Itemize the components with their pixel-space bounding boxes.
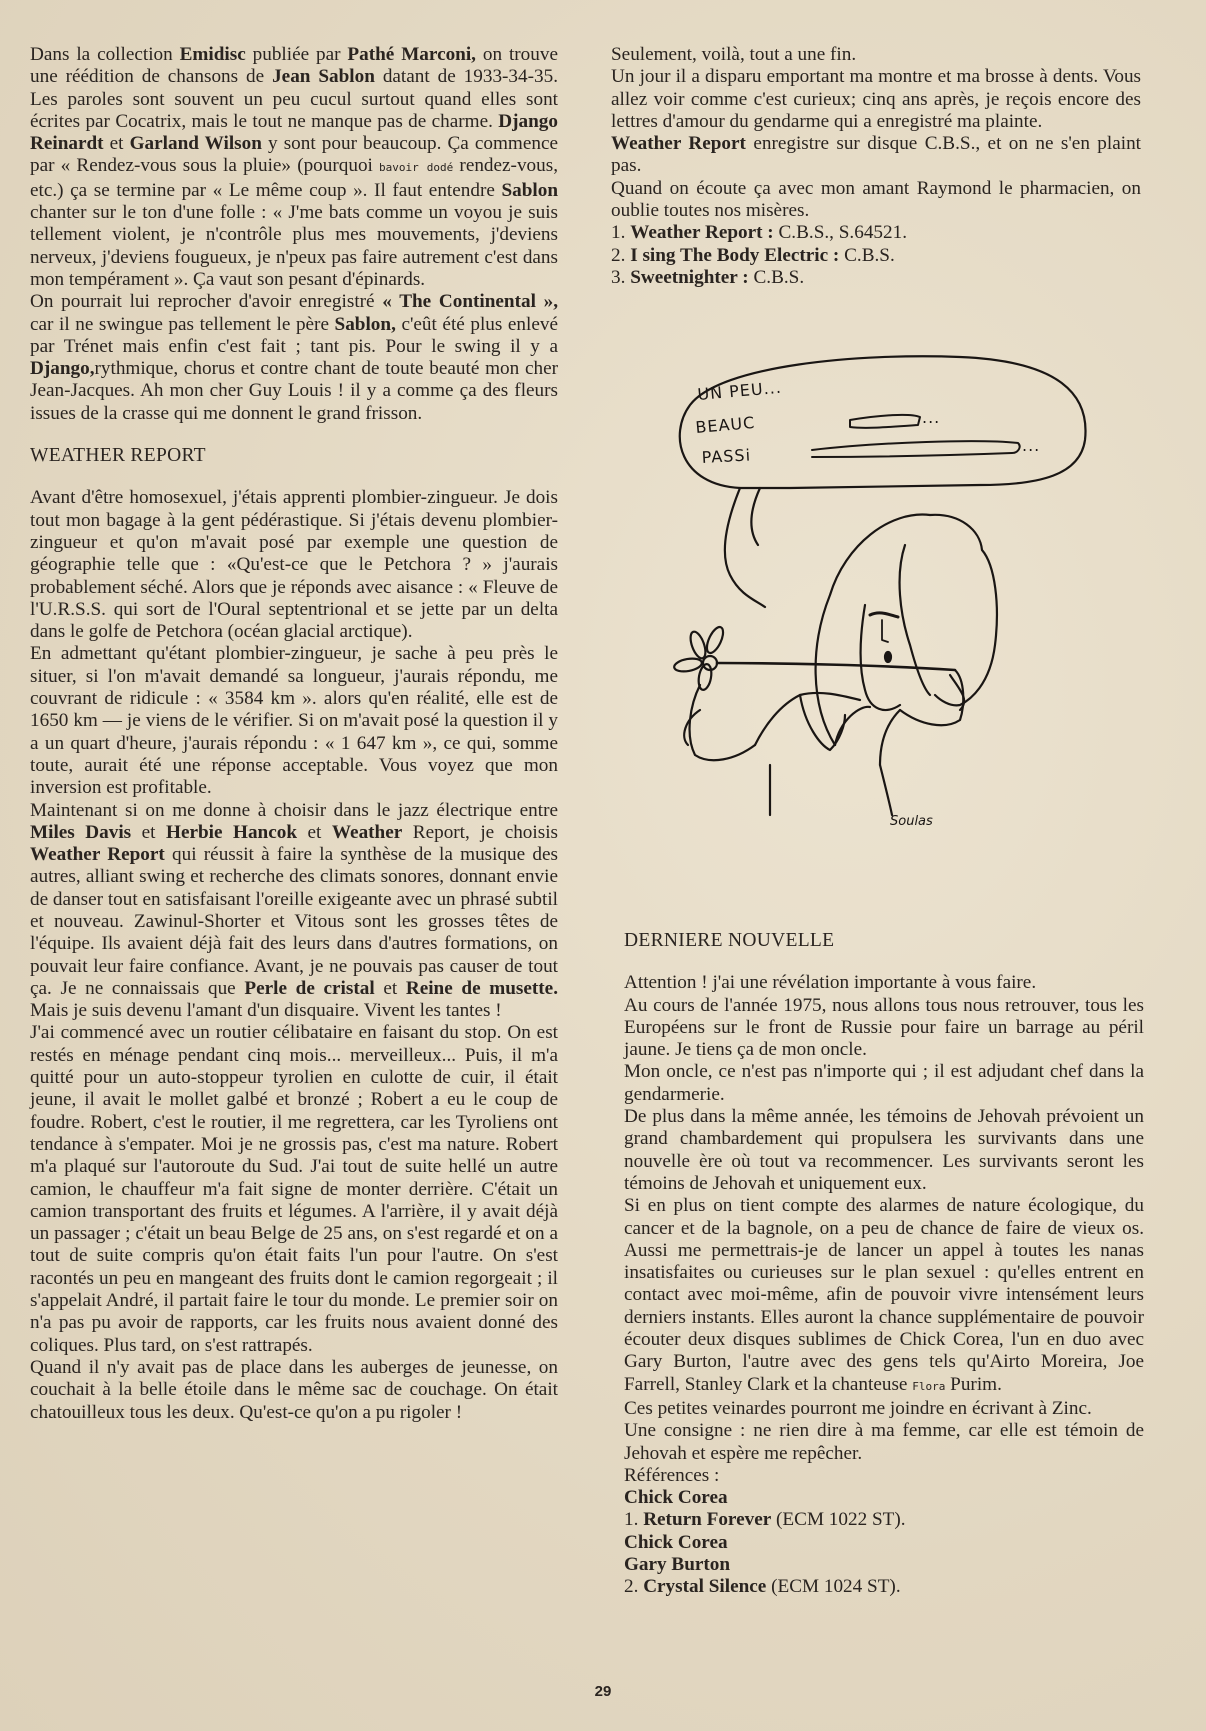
bold-garland-wilson: Garland Wilson xyxy=(129,133,262,155)
page-number: 29 xyxy=(594,1683,612,1700)
bubble-dots: ... xyxy=(922,408,941,427)
woman-left-arm xyxy=(690,685,755,760)
label-ref: C.B.S. xyxy=(748,266,805,288)
bold-django: Django, xyxy=(30,358,95,380)
paragraph: J'ai commencé avec un routier célibataire en faisant du stop. On est restés en ménage pendant cinq mois... merveilleux... Puis, il m'a quitté pour un auto-stoppeur tyrolien en culotte de cuir, il était jeune, il avait le mollet galbé et bronzé ; Robert a eu le coup de foudre. Robert, c'est le routier, il me regrettera, car les Tyroliens ont tendance à s'empater. Moi je ne grossis pas, c'est ma nature. Robert m'a plaqué sur l'autoroute du Sud. J'ai tout de suite hellé un autre camion, le chauffeur m'a fait signe de monter derrière. C'était un camion transportant des fruits et légumes. A l'arrière, il y avait déjà un passager ; c'était un beau Belge de 25 ans, on s'est regardé et on a tout de suite compris qu'on était faits l'un pour l'autre. On s'est racontés un peu en mangeant des fruits dont le camion regorgeait ; il s'appelait André, il partait faire le tour du monde. Le premier soir on n'a pas pu avoir de rapports, car les fruits nous avaient donné des coliques. Plus tard, on s'est rattrapés. xyxy=(30,1022,558,1356)
bold-django-reinardt: Django Reinardt xyxy=(30,110,558,155)
text: publiée par xyxy=(245,44,348,65)
flower-icon xyxy=(673,625,726,691)
paragraph: Mon oncle, ce n'est pas n'importe qui ; il est adjudant chef dans la gendarmerie. xyxy=(624,1061,1144,1105)
reference-artist xyxy=(624,1532,1144,1554)
bold-pathe-marconi: Pathé Marconi, xyxy=(347,44,476,65)
album-title: I sing The Body Electric : xyxy=(630,244,840,266)
reference-artist xyxy=(624,1554,1144,1576)
paragraph-continental xyxy=(30,291,558,425)
bold-the-continental: « The Continental », xyxy=(382,291,558,313)
bubble-line-3: PASSi xyxy=(701,445,752,467)
discography-item xyxy=(611,222,1141,244)
left-column xyxy=(30,44,558,1424)
section-heading-derniere-nouvelle: DERNIERE NOUVELLE xyxy=(624,930,835,951)
text: et xyxy=(297,821,332,843)
catalog-ref: (ECM 1022 ST). xyxy=(771,1509,906,1531)
paragraph-chick-corea xyxy=(624,1195,1144,1398)
right-column-top xyxy=(611,44,1141,289)
text: chanter sur le ton d'une folle : « J'me bats comme un voyou je suis tellement violent, je n'contrôle plus mes mouvements, j'deviens nerveux, j'deviens fougueux, je n'peux pas faire autrement c'est dans mon tempérament ». Ça vaut son pesant d'épinards. xyxy=(30,202,558,290)
woman-right-arm xyxy=(900,670,963,725)
bold-sablon: Sablon, xyxy=(334,313,396,335)
speech-bubble-tail xyxy=(725,488,765,607)
cartoon-drawing xyxy=(660,345,1120,885)
text: Mais je suis devenu l'amant d'un disquaire. Vivent les tantes ! xyxy=(30,1000,502,1022)
text: qui réussit à faire la synthèse de la musique des autres, alliant swing et recherche des climats sonores, donnant envie de danser tout en satisfaisant l'oreille exigeante avec un phrasé subtil et nouveau. Zawinul-Shorter et Vitous sont les grosses têtes de l'équipe. Ils avaient déjà fait des leurs dans d'autres formations, on pouvait leur faire confiance. Avant, je ne pouvais pas causer de tout ça. Je ne connaissais que xyxy=(30,844,558,999)
paragraph: Quand on écoute ça avec mon amant Raymond le pharmacien, on oublie toutes nos misères. xyxy=(611,177,1141,222)
discography-item xyxy=(611,267,1141,289)
text: datant de 1933-34-35. Les paroles sont souvent un peu cucul surtout quand elles sont écrites par Cocatrix, mais le tout ne manque pas de charme. xyxy=(30,66,558,132)
flower-stem xyxy=(717,663,955,670)
paragraph-emidisc xyxy=(30,44,558,291)
artist-signature: Soulas xyxy=(890,814,933,829)
paragraph-cbs xyxy=(611,133,1141,178)
paragraph: Un jour il a disparu emportant ma montre et ma brosse à dents. Vous allez voir comme c'est curieux; cinq ans après, je reçois encore des lettres d'amour du gendarme qui a enregistré ma plainte. xyxy=(611,66,1141,132)
paragraph: Quand il n'y avait pas de place dans les auberges de jeunesse, on couchait à la belle étoile dans le même sac de couchage. On était chatouilleux tous les deux. Qu'est-ce qu'on a pu rigoler ! xyxy=(30,1356,558,1423)
text: et xyxy=(374,977,406,999)
references-list xyxy=(624,1465,1144,1599)
bold-perle-de-cristal: Perle de cristal xyxy=(244,977,375,999)
item-number: 1. xyxy=(611,222,626,244)
item-number: 2. xyxy=(624,1576,639,1598)
reference-artist xyxy=(624,1487,1144,1509)
paragraph-jazz-electrique xyxy=(30,800,558,1023)
album-title: Weather Report : xyxy=(630,222,774,244)
artist-name: Chick Corea xyxy=(624,1531,728,1553)
bold-weather-report: Weather Report xyxy=(30,844,165,866)
text: On pourrait lui reprocher d'avoir enregistré xyxy=(30,291,383,313)
bold-herbie-hancok: Herbie Hancok xyxy=(166,821,298,843)
text: Maintenant si on me donne à choisir dans le jazz électrique entre xyxy=(30,799,558,821)
paragraph: Au cours de l'année 1975, nous allons tous nous retrouver, tous les Européens sur le front de Russie pour faire un barrage au péril jaune. Je tiens ça de mon oncle. xyxy=(624,994,1144,1061)
bold-weather-report: Weather Report xyxy=(611,133,746,155)
item-number: 1. xyxy=(624,1509,639,1531)
label-ref: C.B.S. xyxy=(839,244,895,266)
right-column-bottom xyxy=(624,930,1144,1599)
paragraph: De plus dans la même année, les témoins de Jehovah prévoient un grand chambardement qui propulsera les survivants dans une nouvelle ère où tout va recommencer. Les survivants seront les témoins de Jehovah et uniquement eux. xyxy=(624,1106,1144,1194)
cartoon-illustration xyxy=(660,345,1120,885)
typed-insert: bavoir dodé xyxy=(379,161,454,175)
album-title: Sweetnighter : xyxy=(630,266,749,288)
reference-item xyxy=(624,1509,1144,1531)
text: y sont pour beaucoup. Ça commence par « Rendez-vous sous la pluie» (pourquoi xyxy=(30,133,558,177)
item-number: 3. xyxy=(611,266,626,288)
bubble-dots: ... xyxy=(1022,436,1041,455)
item-number: 2. xyxy=(611,244,626,266)
text: enregistre sur disque C.B.S., et on ne s'en plaint pas. xyxy=(611,133,1142,177)
bubble-line-2: BEAUC xyxy=(694,412,757,437)
bold-emidisc: Emidisc xyxy=(179,44,246,65)
text: et xyxy=(103,133,130,155)
paragraph: Ces petites veinardes pourront me joindre en écrivant à Zinc. xyxy=(624,1397,1092,1419)
bold-sablon: Sablon xyxy=(501,179,558,201)
paragraph: Attention ! j'ai une révélation importante à vous faire. xyxy=(624,972,1037,994)
paragraph: Une consigne : ne rien dire à ma femme, car elle est témoin de Jehovah et espère me repêcher. xyxy=(624,1420,1144,1464)
discography-item xyxy=(611,245,1141,267)
reference-item xyxy=(624,1576,1144,1598)
text: on trouve une réédition de chansons de xyxy=(30,44,558,88)
bold-reine-de-musette: Reine de musette. xyxy=(405,977,558,999)
references-label: Références : xyxy=(624,1464,720,1486)
bold-weather: Weather xyxy=(331,821,403,843)
text: et xyxy=(131,821,167,843)
text: Purim. xyxy=(945,1373,1002,1395)
catalog-ref: (ECM 1024 ST). xyxy=(766,1576,901,1598)
text: rythmique, chorus et contre chant de toute beauté mon cher Jean-Jacques. Ah mon cher Guy Louis ! il y a comme ça des fleurs issues de la crasse qui me donnent le grand frisson. xyxy=(30,358,558,424)
discography-list xyxy=(611,222,1141,289)
album-title: Return Forever xyxy=(643,1509,772,1531)
text: Dans la collection xyxy=(30,44,180,65)
text: rendez-vous, etc.) ça se termine par « Le même coup ». Il faut entendre xyxy=(30,155,558,201)
paragraph: En admettant qu'étant plombier-zingueur, je sache à peu près le situer, si l'on m'avait demandé sa longueur, j'aurais répondu, me couvrant de ridicule : « 3584 km ». alors qu'en réalité, elle est de 1650 km — je viens de le vérifier. Si on m'avait posé la question il y a un quart d'heure, j'aurais répondu : « 1 647 km », ce qui, somme toute, aurait été une réponse acceptable. Vous voyez que mon inversion est profitable. xyxy=(30,643,558,799)
album-title: Crystal Silence xyxy=(643,1576,767,1598)
section-heading-weather-report: WEATHER REPORT xyxy=(30,445,206,467)
woman-face xyxy=(860,605,900,710)
typed-insert: Flora xyxy=(912,1379,946,1393)
text: Si en plus on tient compte des alarmes de nature écologique, du cancer et de la bagnole, on a peu de chance de faire de vieux os. Aussi me permettrais-je de lancer un appel à toutes les nanas insatisfaites ou curieuses sur le plan sexuel : qu'elles entrent en contact avec moi-même, afin de pouvoir vivre intensément leurs derniers instants. Elles auront la chance supplémentaire de pouvoir écouter deux disques sublimes de Chick Corea, l'un en duo avec Gary Burton, l'autre avec des gens tels qu'Airto Moreira, Joe Farrell, Stanley Clark et la chanteuse xyxy=(624,1195,1144,1395)
artist-name: Gary Burton xyxy=(624,1554,731,1576)
bold-miles-davis: Miles Davis xyxy=(30,821,132,843)
label-ref: C.B.S., S.64521. xyxy=(773,222,907,244)
bubble-line-1: UN PEU... xyxy=(696,377,783,404)
text: Report, je choisis xyxy=(402,821,558,843)
paragraph: Seulement, voilà, tout a une fin. xyxy=(611,44,857,65)
bold-jean-sablon: Jean Sablon xyxy=(272,66,375,88)
text: car il ne swingue pas tellement le père xyxy=(30,313,335,335)
woman-mouth xyxy=(885,652,891,662)
text: c'eût été plus enlevé par Trénet mais enfin c'est fait ; tant pis. Pour le swing il y a xyxy=(30,313,558,357)
artist-name: Chick Corea xyxy=(624,1487,728,1509)
paragraph: Avant d'être homosexuel, j'étais apprenti plombier-zingueur. Je dois tout mon bagage à la gent pédérastique. Si j'étais devenu plombier-zingueur et qu'on m'avait posé par exemple une question de géographie telle que : «Qu'est-ce que le Petchora ? » j'aurais probablement séché. Alors que je réponds avec aisance : « Fleuve de l'U.R.S.S. qui sort de l'Oural septentrional et se jette par un delta dans le golfe de Petchora (océan glacial arctique). xyxy=(30,487,558,643)
